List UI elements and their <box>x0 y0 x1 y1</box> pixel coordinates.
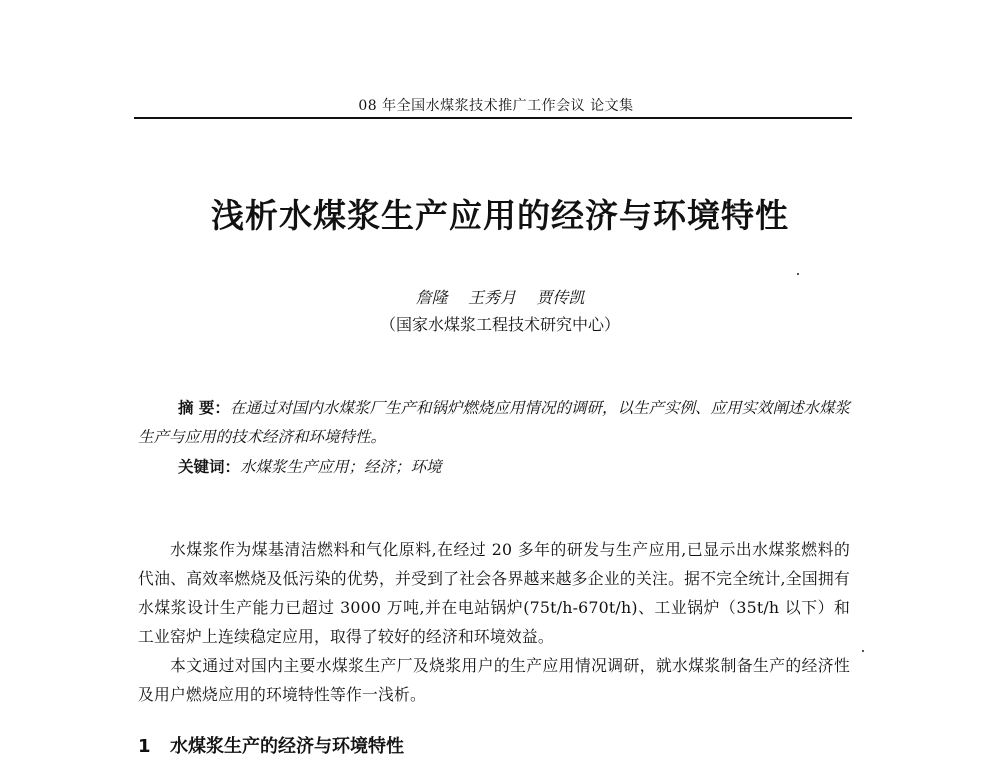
body-paragraph: 本文通过对国内主要水煤浆生产厂及烧浆用户的生产应用情况调研，就水煤浆制备生产的经济性及用户燃烧应用的环境特性等作一浅析。 <box>138 656 850 704</box>
keywords <box>178 452 850 482</box>
abstract-text: 在通过对国内水煤浆厂生产和锅炉燃烧应用情况的调研，以生产实例、应用实效阐述水煤浆生产与应用的技术经济和环境特性。 <box>138 399 850 446</box>
running-header: 08 年全国水煤浆技术推广工作会议 论文集 <box>358 98 634 114</box>
abstract <box>138 393 850 452</box>
keywords-label: 关键词： <box>178 457 241 476</box>
section-heading <box>138 732 404 758</box>
header-rule <box>134 117 852 119</box>
body-paragraph: 水煤浆作为煤基清洁燃料和气化原料,在经过 20 多年的研发与生产应用,已显示出水煤浆燃料的代油、高效率燃烧及低污染的优势，并受到了社会各界越来越多企业的关注。据不完全统计,全国拥有水煤浆设计生产能力已超过 3000 万吨,并在电站锅炉(75t/h-670t/h)、工业锅炉（35t/h 以下）和工业窑炉上连续稳定应用，取得了较好的经济和环境效益。 <box>138 540 850 646</box>
authors: 詹隆 王秀月 贾传凯 <box>415 288 585 307</box>
section-number: 1 <box>138 736 151 757</box>
abstract-label: 摘 要： <box>178 398 230 417</box>
scan-speck <box>862 650 864 652</box>
affiliation: （国家水煤浆工程技术研究中心） <box>379 315 620 334</box>
paper-title: 浅析水煤浆生产应用的经济与环境特性 <box>211 196 789 235</box>
section-title: 水煤浆生产的经济与环境特性 <box>170 736 404 757</box>
scan-speck <box>797 273 799 275</box>
keywords-text: 水煤浆生产应用；经济；环境 <box>240 458 442 476</box>
